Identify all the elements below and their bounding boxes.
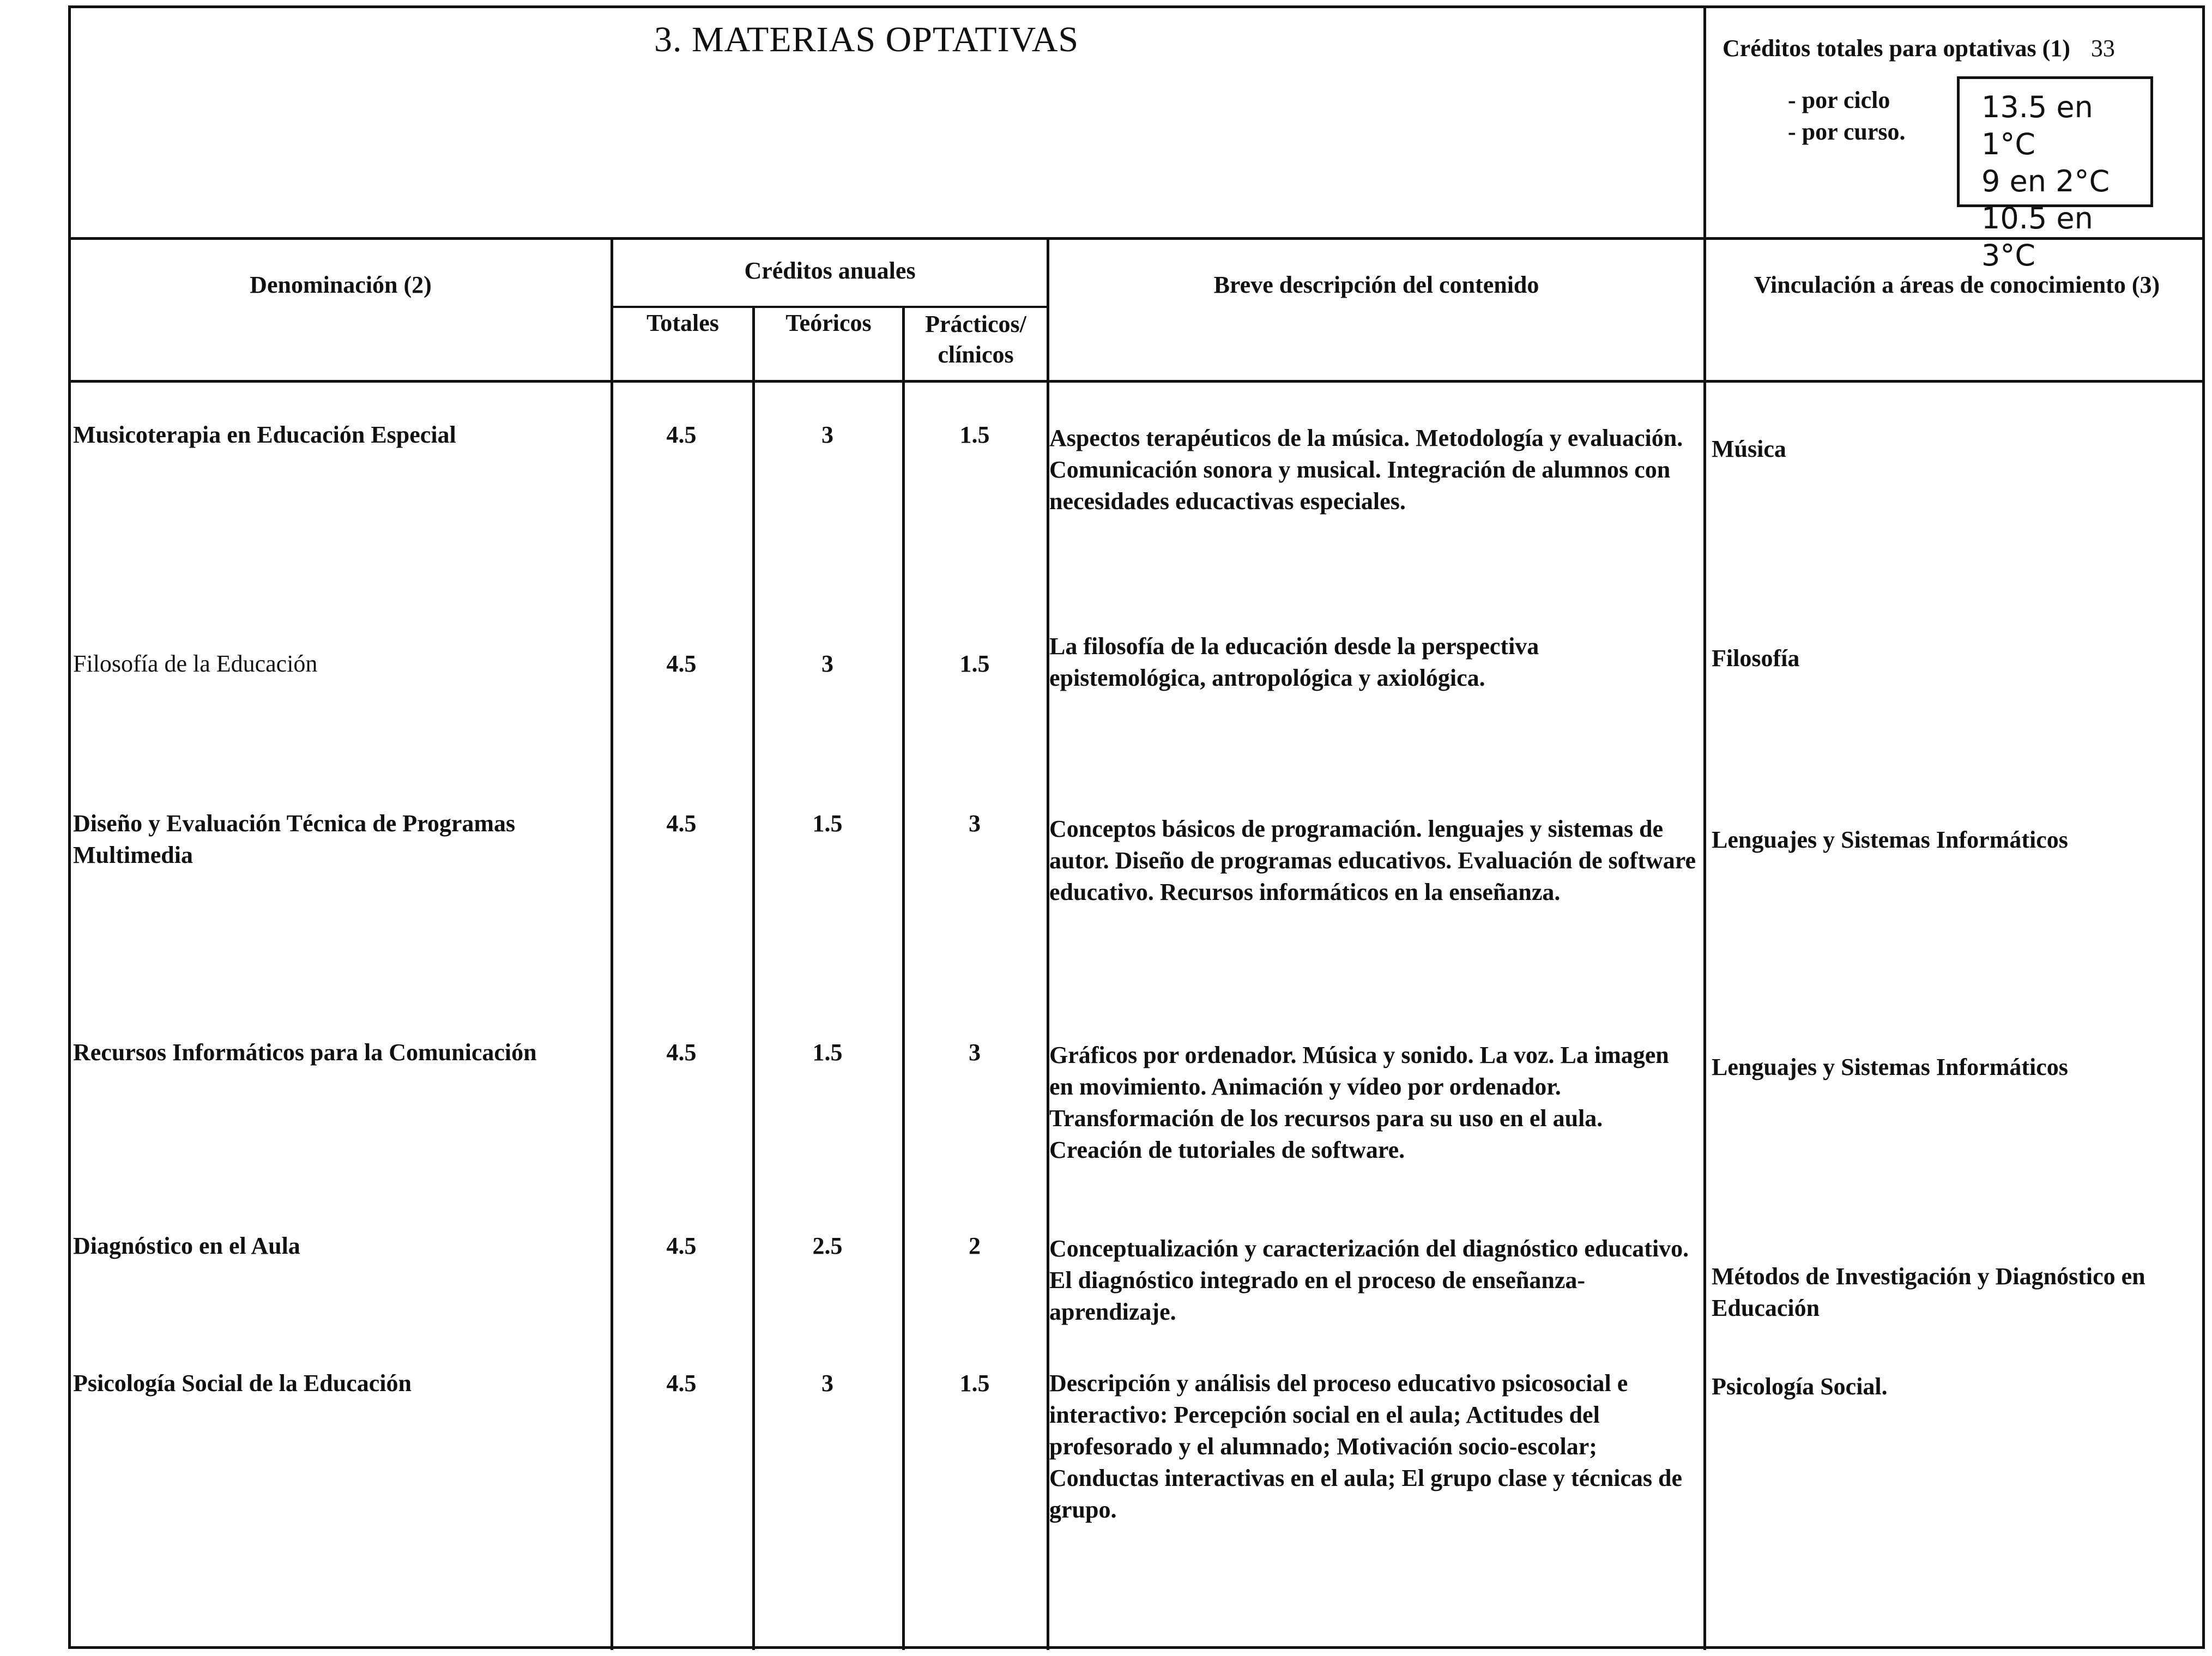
row-4-practicos: 3 [969, 1039, 981, 1066]
box-line-1: 13.5 en 1°C [1981, 90, 2093, 161]
row-1-teoricos: 3 [821, 421, 833, 448]
row-3-description: Conceptos básicos de programación. lenguajes y sistemas de autor. Diseño de programas educativos. Evaluación de software educativo. Recursos informáticos en la enseñanza. [1049, 815, 1696, 905]
row-3-teoricos: 1.5 [812, 810, 843, 837]
col-line-5 [1703, 380, 1706, 1650]
header-descripcion: Breve descripción del contenido [1213, 271, 1539, 298]
row-4-name: Recursos Informáticos para la Comunicación [73, 1039, 537, 1066]
credits-total-value: 33 [2090, 35, 2115, 62]
header-totales: Totales [646, 310, 719, 336]
row-1-description: Aspectos terapéuticos de la música. Metodología y evaluación. Comunicación sonora y musical. Integración de alumnos con necesidades educactivas especiales. [1049, 425, 1683, 515]
row-2-description: La filosofía de la educación desde la perspectiva epistemológica, antropológica y axiológica. [1049, 633, 1539, 691]
per-curso-label: - por curso. [1788, 118, 1906, 145]
header-vinculacion: Vinculación a áreas de conocimiento (3) [1754, 271, 2160, 298]
col-line-3 [902, 380, 905, 1650]
header-practicos [905, 309, 1047, 370]
divider-subheader [611, 306, 1047, 308]
row-1-area: Música [1712, 436, 1786, 462]
box-line-2: 9 en 2°C [1981, 164, 2110, 198]
row-1-practicos: 1.5 [959, 421, 990, 448]
table-frame [68, 5, 2205, 1649]
row-6-practicos: 1.5 [959, 1370, 990, 1397]
column-header [71, 237, 2202, 383]
row-4-description: Gráficos por ordenador. Música y sonido. La voz. La imagen en movimiento. Animación y vídeo por ordenador. Transformación de los recursos para su uso en el aula. Creación de tutoriales de software. [1049, 1042, 1669, 1163]
row-6-name: Psicología Social de la Educación [73, 1370, 412, 1397]
header-denominacion: Denominación (2) [250, 271, 432, 298]
row-2-practicos: 1.5 [959, 650, 990, 677]
row-2-totales: 4.5 [666, 650, 697, 677]
row-6-area: Psicología Social. [1712, 1373, 1888, 1400]
col-line-1 [611, 380, 613, 1650]
credits-panel [1703, 8, 2208, 273]
row-5-description: Conceptualización y caracterización del diagnóstico educativo. El diagnóstico integrado en el proceso de enseñanza-aprendizaje. [1049, 1235, 1689, 1325]
row-5-teoricos: 2.5 [812, 1232, 843, 1259]
row-1-totales: 4.5 [666, 421, 697, 448]
row-4-teoricos: 1.5 [812, 1039, 843, 1066]
row-5-practicos: 2 [969, 1232, 981, 1259]
row-3-name: Diseño y Evaluación Técnica de Programas Multimedia [73, 810, 516, 868]
header-practicos-line2: clínicos [938, 341, 1014, 368]
row-3-practicos: 3 [969, 810, 981, 837]
row-2-name: Filosofía de la Educación [73, 650, 318, 677]
divider-descripcion [1703, 237, 1706, 380]
row-6-description: Descripción y análisis del proceso educativo psicosocial e interactivo: Percepción social en el aula; Actitudes del profesorado y el alumnado; Motivación socio-escolar; Conductas interactivas en el aula; El grupo clase y técnicas de grupo. [1049, 1370, 1683, 1523]
credits-per-course-box [1957, 76, 2153, 273]
row-6-teoricos: 3 [821, 1370, 833, 1397]
row-5-totales: 4.5 [666, 1232, 697, 1259]
credits-total-label: Créditos totales para optativas (1) [1723, 35, 2070, 62]
col-line-2 [752, 380, 755, 1650]
per-ciclo-label: - por ciclo [1788, 87, 1890, 113]
row-5-area: Métodos de Investigación y Diagnóstico en Educación [1712, 1263, 2145, 1321]
row-4-area: Lenguajes y Sistemas Informáticos [1712, 1054, 2068, 1080]
row-4-totales: 4.5 [666, 1039, 697, 1066]
header-teoricos: Teóricos [785, 310, 872, 336]
row-2-area: Filosofía [1712, 645, 1800, 672]
row-3-area: Lenguajes y Sistemas Informáticos [1712, 826, 2068, 853]
header-creditos-anuales: Créditos anuales [744, 257, 916, 284]
row-3-totales: 4.5 [666, 810, 697, 837]
row-6-totales: 4.5 [666, 1370, 697, 1397]
header-practicos-line1: Prácticos/ [925, 311, 1026, 337]
row-5-name: Diagnóstico en el Aula [73, 1232, 300, 1259]
row-2-teoricos: 3 [821, 650, 833, 677]
credits-total [1723, 34, 2115, 62]
divider-creditos [1047, 237, 1049, 380]
per-labels [1788, 84, 1906, 148]
row-1-name: Musicoterapia en Educación Especial [73, 421, 456, 448]
page-title: 3. MATERIAS OPTATIVAS [654, 20, 1079, 59]
box-line-3: 10.5 en 3°C [1981, 201, 2093, 273]
